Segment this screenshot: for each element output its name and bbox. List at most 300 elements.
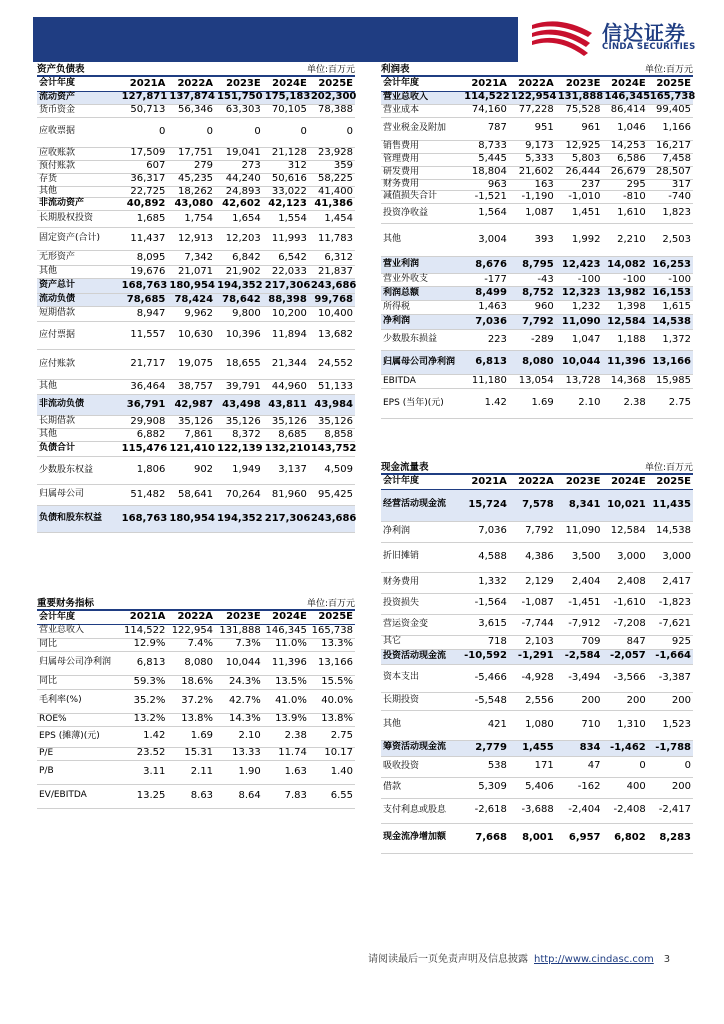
row-label: 应付票据 <box>37 322 120 350</box>
balance-table <box>37 75 355 533</box>
cell-value: 23.52 <box>120 747 168 760</box>
row-label: P/E <box>37 747 120 760</box>
row-label: 应收票据 <box>37 117 120 147</box>
cashflow-panel <box>381 460 693 854</box>
cell-value: 1,654 <box>215 211 263 228</box>
table-row <box>37 416 355 429</box>
column-header: 会计年度 <box>37 610 120 624</box>
cell-value: 202,300 <box>310 91 357 103</box>
cell-value: 5,803 <box>556 153 603 166</box>
cell-value: 5,406 <box>509 777 556 798</box>
table-row <box>381 104 693 117</box>
cell-value: 960 <box>509 301 556 315</box>
row-label: 归属母公司净利润 <box>37 651 120 675</box>
row-label: 现金流净增加额 <box>381 823 462 853</box>
cell-value: 11,783 <box>309 228 355 251</box>
cell-value: 963 <box>462 179 509 191</box>
column-header: 2024E <box>263 76 309 91</box>
cell-value: 710 <box>556 710 603 740</box>
cell-value: 15,724 <box>462 489 509 521</box>
footer <box>368 950 670 965</box>
cell-value: 114,522 <box>120 624 168 638</box>
cell-value: 180,954 <box>167 279 215 294</box>
cell-value: 77,228 <box>509 104 556 117</box>
cell-value: 50,616 <box>263 173 309 186</box>
cell-value: 7,578 <box>509 489 556 521</box>
table-row <box>37 442 355 457</box>
table-row <box>37 104 355 117</box>
cell-value: 1,451 <box>556 204 603 224</box>
cell-value: 3,615 <box>462 614 509 635</box>
cell-value: 8,858 <box>309 429 355 442</box>
cell-value: -1,788 <box>648 740 693 756</box>
column-header: 2024E <box>603 474 648 489</box>
cell-value: 1,047 <box>556 330 603 351</box>
cell-value: 243,686 <box>309 279 355 294</box>
cell-value: -3,494 <box>556 664 603 692</box>
cell-value: 200 <box>648 692 693 710</box>
table-row <box>37 198 355 211</box>
row-label: 利润总额 <box>381 287 462 301</box>
cell-value: 0 <box>309 117 355 147</box>
table-row <box>381 756 693 777</box>
row-label: 销售费用 <box>381 140 462 153</box>
cell-value: 19,676 <box>120 266 168 279</box>
row-label: 财务费用 <box>381 572 462 593</box>
cell-value: 74,160 <box>462 104 509 117</box>
cell-value: -5,466 <box>462 664 509 692</box>
cell-value: 2,417 <box>648 572 693 593</box>
row-label: 存货 <box>37 173 120 186</box>
cell-value: 70,264 <box>215 485 263 506</box>
row-label: 非流动负债 <box>37 395 120 416</box>
cell-value: 11.0% <box>263 638 309 651</box>
table-row <box>381 664 693 692</box>
cell-value: 2,503 <box>648 224 693 257</box>
cell-value: -7,912 <box>556 614 603 635</box>
cell-value: -2,618 <box>462 798 509 823</box>
cell-value: 4,588 <box>462 542 509 572</box>
cell-value: 847 <box>603 635 648 649</box>
cell-value: 151,750 <box>217 91 263 103</box>
cell-value: 143,752 <box>309 442 355 457</box>
cell-value: 8,795 <box>509 257 556 274</box>
cell-value: 1.90 <box>215 760 263 784</box>
cell-value: 1,080 <box>509 710 556 740</box>
cell-value: 7,861 <box>167 429 215 442</box>
cell-value: 99,768 <box>309 294 355 307</box>
cell-value: 11,090 <box>556 315 603 330</box>
cell-value: 12.9% <box>120 638 168 651</box>
cell-value: 35.2% <box>120 689 168 713</box>
cell-value: 45,235 <box>167 173 215 186</box>
cell-value: 12,925 <box>556 140 603 153</box>
cell-value: -100 <box>603 274 648 287</box>
cell-value: 2,779 <box>462 740 509 756</box>
cell-value: -3,688 <box>509 798 556 823</box>
cashflow-unit: 单位:百万元 <box>644 463 693 473</box>
cell-value: 1,685 <box>120 211 168 228</box>
table-row <box>381 542 693 572</box>
cell-value: 902 <box>167 457 215 485</box>
cell-value: 13.2% <box>120 713 168 726</box>
cell-value: 5,333 <box>509 153 556 166</box>
cell-value: 273 <box>215 160 263 173</box>
cell-value: 834 <box>556 740 603 756</box>
cell-value: 13,166 <box>648 351 693 375</box>
cell-value: 29,908 <box>120 416 168 429</box>
cell-value: 132,210 <box>263 442 309 457</box>
row-label: 同比 <box>37 638 120 651</box>
cell-value: -1,291 <box>509 649 556 664</box>
cell-value: 217,306 <box>263 506 309 533</box>
cell-value: 21,602 <box>509 166 556 179</box>
cell-value: 21,344 <box>263 350 309 380</box>
cell-value: 13.5% <box>263 675 309 689</box>
cell-value: 11,396 <box>263 651 309 675</box>
cell-value: 8,685 <box>263 429 309 442</box>
table-row <box>381 692 693 710</box>
table-row <box>37 506 355 533</box>
table-row <box>37 117 355 147</box>
cell-value: -7,744 <box>509 614 556 635</box>
cashflow-header-row <box>381 474 693 489</box>
cell-value: 10,044 <box>556 351 603 375</box>
cell-value: 279 <box>167 160 215 173</box>
row-label: 投资净收益 <box>381 204 462 224</box>
cell-value: 1,615 <box>648 301 693 315</box>
row-label: 吸收投资 <box>381 756 462 777</box>
cell-value: 131,888 <box>557 91 604 103</box>
table-row <box>381 521 693 542</box>
cell-value: 709 <box>556 635 603 649</box>
cell-value: 44,240 <box>215 173 263 186</box>
cell-value: 171 <box>509 756 556 777</box>
table-row <box>37 395 355 416</box>
cell-value: -1,564 <box>462 593 509 614</box>
cell-value: 8,372 <box>215 429 263 442</box>
cell-value: 75,528 <box>556 104 603 117</box>
cell-value: -5,548 <box>462 692 509 710</box>
table-row <box>37 784 355 808</box>
cell-value: 16,153 <box>648 287 693 301</box>
cell-value: 17,751 <box>167 147 215 160</box>
cell-value: 237 <box>556 179 603 191</box>
table-row <box>381 91 693 104</box>
income-panel <box>381 62 696 419</box>
cell-value: 28,507 <box>648 166 693 179</box>
cell-value: 194,352 <box>215 506 263 533</box>
cell-value: 8,341 <box>556 489 603 521</box>
cell-value: 2.75 <box>309 726 355 747</box>
cell-value: 2.10 <box>556 389 603 419</box>
cell-value: 317 <box>648 179 693 191</box>
column-header: 会计年度 <box>381 474 462 489</box>
cell-value: 7.3% <box>215 638 263 651</box>
cell-value: 3,000 <box>648 542 693 572</box>
cell-value: 63,303 <box>215 104 263 117</box>
cell-value: 6,813 <box>120 651 168 675</box>
cell-value: 2,210 <box>603 224 648 257</box>
cell-value: 718 <box>462 635 509 649</box>
cell-value: 538 <box>462 756 509 777</box>
cell-value: 14,538 <box>648 521 693 542</box>
cell-value: 13,728 <box>556 375 603 389</box>
cell-value: 2.38 <box>603 389 648 419</box>
cell-value: 41,386 <box>309 198 355 211</box>
cell-value: 43,080 <box>167 198 215 211</box>
cell-value: 59.3% <box>120 675 168 689</box>
website-link[interactable]: http://www.cindasc.com <box>534 954 654 965</box>
cell-value: 22,725 <box>120 186 168 198</box>
table-row <box>37 322 355 350</box>
cell-value: 787 <box>462 117 509 140</box>
row-label: 营业税金及附加 <box>381 117 462 140</box>
cell-value: 42,987 <box>167 395 215 416</box>
cell-value: 13,054 <box>509 375 556 389</box>
table-row <box>381 140 693 153</box>
cell-value: 44,960 <box>263 380 309 395</box>
balance-header-row <box>37 76 355 91</box>
table-row <box>381 274 693 287</box>
cell-value: 175,183 <box>264 91 311 103</box>
cell-value: -177 <box>462 274 509 287</box>
row-label: 管理费用 <box>381 153 462 166</box>
cell-value: 50,713 <box>120 104 168 117</box>
cell-value: 127,871 <box>121 91 168 103</box>
table-row <box>37 638 355 651</box>
cell-value: 78,388 <box>309 104 355 117</box>
cell-value: 8.63 <box>167 784 215 808</box>
table-row <box>381 572 693 593</box>
cell-value: 6.55 <box>309 784 355 808</box>
balance-title: 资产负债表 <box>37 64 85 75</box>
cell-value: 9,173 <box>509 140 556 153</box>
cell-value: 1,087 <box>509 204 556 224</box>
cell-value: 11.74 <box>263 747 309 760</box>
table-row <box>381 330 693 351</box>
cell-value: 8,499 <box>462 287 509 301</box>
cell-value: 11,437 <box>120 228 168 251</box>
cell-value: 1.42 <box>462 389 509 419</box>
cell-value: -1,462 <box>603 740 648 756</box>
cell-value: 3,500 <box>556 542 603 572</box>
row-label: 营业成本 <box>381 104 462 117</box>
cell-value: 12,584 <box>603 521 648 542</box>
cell-value: 8,080 <box>509 351 556 375</box>
cell-value: 11,180 <box>462 375 509 389</box>
cell-value: 951 <box>509 117 556 140</box>
table-row <box>37 160 355 173</box>
cell-value: 1.69 <box>167 726 215 747</box>
table-row <box>381 301 693 315</box>
cell-value: 10,630 <box>167 322 215 350</box>
cell-value: 5,309 <box>462 777 509 798</box>
cell-value: 137,874 <box>169 91 215 103</box>
row-label: 预付账款 <box>37 160 120 173</box>
income-unit: 单位:百万元 <box>644 65 693 75</box>
table-row <box>381 224 693 257</box>
cell-value: 9,800 <box>215 307 263 322</box>
cell-value: -2,408 <box>603 798 648 823</box>
cell-value: 13.8% <box>309 713 355 726</box>
cell-value: 7,036 <box>462 315 509 330</box>
table-row <box>37 350 355 380</box>
cell-value: 2,404 <box>556 572 603 593</box>
row-label: P/B <box>37 760 120 784</box>
cell-value: 7.83 <box>263 784 309 808</box>
cell-value: 200 <box>556 692 603 710</box>
cell-value: 35,126 <box>263 416 309 429</box>
cell-value: 95,425 <box>309 485 355 506</box>
cell-value: 12,423 <box>556 257 603 274</box>
cell-value: -100 <box>556 274 603 287</box>
cell-value: 1.40 <box>309 760 355 784</box>
table-row <box>381 117 693 140</box>
cell-value: 1,463 <box>462 301 509 315</box>
cell-value: -2,057 <box>603 649 648 664</box>
row-label: 营业总收入 <box>37 624 120 638</box>
cell-value: 51,482 <box>120 485 168 506</box>
row-label: 长期投资 <box>381 692 462 710</box>
ratios-header-row <box>37 610 355 624</box>
cell-value: -1,664 <box>648 649 693 664</box>
cell-value: 6,957 <box>556 823 603 853</box>
cell-value: 14,538 <box>648 315 693 330</box>
table-row <box>37 485 355 506</box>
disclaimer-text: 请阅读最后一页免责声明及信息披露 <box>368 954 528 965</box>
column-header: 2025E <box>309 76 355 91</box>
cell-value: 6,312 <box>309 251 355 266</box>
table-row <box>381 166 693 179</box>
cell-value: 14,082 <box>603 257 648 274</box>
cell-value: 10.17 <box>309 747 355 760</box>
cell-value: 16,253 <box>648 257 693 274</box>
column-header: 2022A <box>167 610 215 624</box>
cell-value: 7.4% <box>167 638 215 651</box>
cell-value: 1,554 <box>263 211 309 228</box>
row-label: 经营活动现金流 <box>381 489 462 521</box>
row-label: 所得税 <box>381 301 462 315</box>
row-label: 应收账款 <box>37 147 120 160</box>
table-row <box>37 228 355 251</box>
cell-value: 8,752 <box>509 287 556 301</box>
row-label: 资产总计 <box>37 279 120 294</box>
cell-value: 1,523 <box>648 710 693 740</box>
cashflow-title: 现金流量表 <box>381 462 429 473</box>
cell-value: 21,837 <box>309 266 355 279</box>
cell-value: 23,928 <box>309 147 355 160</box>
cell-value: 1,992 <box>556 224 603 257</box>
cell-value: 39,791 <box>215 380 263 395</box>
column-header: 2023E <box>215 610 263 624</box>
balance-sheet-panel <box>37 62 355 533</box>
ratios-table <box>37 609 355 809</box>
cell-value: 16,217 <box>648 140 693 153</box>
row-label: 长期股权投资 <box>37 211 120 228</box>
cell-value: 42,123 <box>263 198 309 211</box>
cell-value: 0 <box>120 117 168 147</box>
row-label: 营业利润 <box>381 257 462 274</box>
cell-value: 1,949 <box>215 457 263 485</box>
row-label: 营业总收入 <box>381 91 462 104</box>
cell-value: 14,253 <box>603 140 648 153</box>
cell-value: 3,004 <box>462 224 509 257</box>
cell-value: 35,126 <box>309 416 355 429</box>
column-header: 2025E <box>648 474 693 489</box>
income-header-row <box>381 76 693 91</box>
row-label: 其他 <box>37 186 120 198</box>
cell-value: -1,190 <box>509 191 556 204</box>
table-row <box>37 251 355 266</box>
cell-value: 38,757 <box>167 380 215 395</box>
cell-value: 0 <box>215 117 263 147</box>
cell-value: 22,033 <box>263 266 309 279</box>
cell-value: 13,682 <box>309 322 355 350</box>
cell-value: 8,095 <box>120 251 168 266</box>
table-row <box>381 593 693 614</box>
cell-value: 115,476 <box>120 442 168 457</box>
cell-value: 41.0% <box>263 689 309 713</box>
cell-value: 1,564 <box>462 204 509 224</box>
cell-value: -3,387 <box>648 664 693 692</box>
cell-value: -810 <box>603 191 648 204</box>
cell-value: 1.42 <box>120 726 168 747</box>
cell-value: 21,071 <box>167 266 215 279</box>
cell-value: 312 <box>263 160 309 173</box>
cell-value: 33,022 <box>263 186 309 198</box>
cell-value: 35,126 <box>215 416 263 429</box>
row-label: EPS (摊薄)(元) <box>37 726 120 747</box>
cell-value: 1,754 <box>167 211 215 228</box>
table-row <box>37 747 355 760</box>
column-header: 2022A <box>167 76 215 91</box>
cell-value: 1,398 <box>603 301 648 315</box>
cell-value: 15.5% <box>309 675 355 689</box>
cell-value: 12,913 <box>167 228 215 251</box>
cell-value: 43,498 <box>215 395 263 416</box>
cell-value: 1,310 <box>603 710 648 740</box>
cell-value: 0 <box>263 117 309 147</box>
table-row <box>381 740 693 756</box>
table-row <box>381 204 693 224</box>
table-row <box>37 211 355 228</box>
row-label: 其他 <box>381 710 462 740</box>
column-header: 会计年度 <box>381 76 462 91</box>
table-row <box>381 710 693 740</box>
row-label: EPS (当年)(元) <box>381 389 462 419</box>
cell-value: -7,621 <box>648 614 693 635</box>
cell-value: 8,733 <box>462 140 509 153</box>
cell-value: 400 <box>603 777 648 798</box>
row-label: 负债和股东权益 <box>37 506 120 533</box>
table-row <box>37 457 355 485</box>
cell-value: -7,208 <box>603 614 648 635</box>
cell-value: 1,332 <box>462 572 509 593</box>
column-header: 2023E <box>215 76 263 91</box>
cell-value: -1,610 <box>603 593 648 614</box>
table-row <box>37 429 355 442</box>
cell-value: 6,586 <box>603 153 648 166</box>
cell-value: 8,676 <box>462 257 509 274</box>
cell-value: 1,046 <box>603 117 648 140</box>
cell-value: 11,435 <box>648 489 693 521</box>
cell-value: 7,792 <box>509 315 556 330</box>
cell-value: 163 <box>509 179 556 191</box>
column-header: 2021A <box>120 610 168 624</box>
cell-value: -1,087 <box>509 593 556 614</box>
row-label: 非流动资产 <box>37 198 120 211</box>
